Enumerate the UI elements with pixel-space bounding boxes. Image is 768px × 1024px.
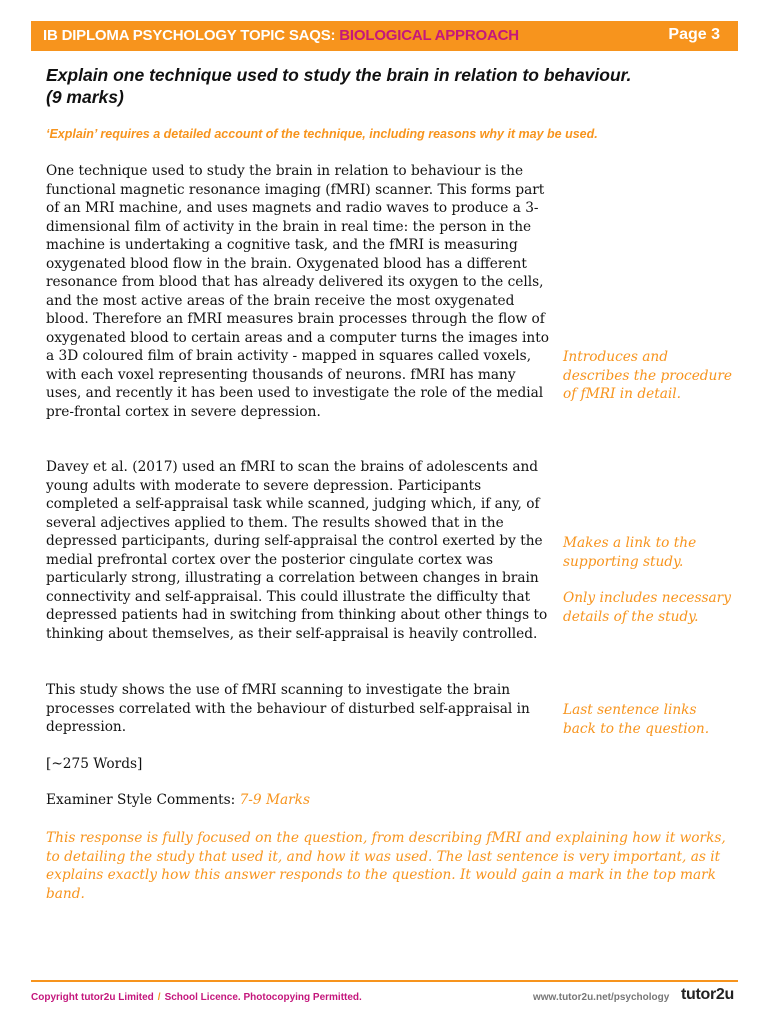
footer-url: www.tutor2u.net/psychology: [533, 992, 670, 1003]
question-text: Explain one technique used to study the brain in relation to behaviour.: [46, 65, 632, 85]
examiner-label: Examiner Style Comments:: [46, 792, 240, 808]
licence-text: School Licence. Photocopying Permitted.: [164, 992, 362, 1003]
answer-paragraph-3: This study shows the use of fMRI scanning to investigate the brain processes correlated with the behaviour of disturbed self-appraisal in depression.: [46, 682, 530, 735]
header-title-prefix: IB DIPLOMA PSYCHOLOGY TOPIC SAQS:: [43, 27, 340, 44]
page-number: Page 3: [668, 26, 720, 43]
answer-paragraph-1: One technique used to study the brain in relation to behaviour is the functional magnetic resonance imaging (fMRI) scanner. This forms part of an MRI machine, and uses magnets and radio waves to produce a 3-dimensional film of activity in the brain in real time: the person in the machine is undertaking a cognitive task, and the fMRI is measuring oxygenated blood flow in the brain. Oxygenated blood has a different resonance from blood that has already delivered its oxygen to the cells, and the most active areas of the brain receive the most oxygenated blood. Therefore an fMRI measures brain processes through the flow of oxygenated blood to certain areas and a computer turns the images into a 3D coloured film of brain activity - mapped in squares called voxels, with each voxel representing thousands of neurons. fMRI has many uses, and recently it has been used to investigate the role of the medial pre-frontal cortex in severe depression.: [46, 163, 549, 420]
margin-comment-4: Last sentence links back to the question.: [563, 702, 710, 737]
copyright-text: Copyright tutor2u Limited: [31, 992, 154, 1003]
explain-note: ‘Explain’ requires a detailed account of the technique, including reasons why it may be used.: [46, 127, 598, 141]
header-title: [43, 27, 519, 44]
tutor2u-logo: tutor2u: [681, 986, 735, 1003]
margin-comment-1: Introduces and describes the procedure of fMRI in detail.: [563, 349, 733, 402]
header-title-topic: BIOLOGICAL APPROACH: [339, 27, 519, 44]
footer-copyright: [31, 992, 362, 1003]
margin-comment-3: Only includes necessary details of the study.: [563, 590, 731, 625]
question-heading: [46, 64, 726, 108]
question-marks: (9 marks): [46, 87, 124, 107]
margin-comment-2: Makes a link to the supporting study.: [563, 535, 697, 570]
footer-separator: /: [157, 992, 161, 1003]
examiner-summary: This response is fully focused on the question, from describing fMRI and explaining how it works, to detailing the study that used it, and how it was used. The last sentence is very important, as it explains exactly how this answer responds to the question. It would gain a mark in the top mark band.: [46, 830, 726, 902]
word-count: [~275 Words]: [46, 756, 143, 772]
page-header: [31, 21, 738, 51]
examiner-marks: 7-9 Marks: [239, 792, 310, 808]
footer-divider: [31, 980, 738, 982]
answer-paragraph-2: Davey et al. (2017) used an fMRI to scan the brains of adolescents and young adults with moderate to severe depression. Participants completed a self-appraisal task while scanned, judging which, if any, of several adjectives applied to them. The results showed that in the depressed participants, during self-appraisal the control exerted by the medial prefrontal cortex over the posterior cingulate cortex was particularly strong, illustrating a correlation between changes in brain connectivity and self-appraisal. This could illustrate the difficulty that depressed patients had in switching from thinking about other things to thinking about themselves, as their self-appraisal is heavily controlled.: [46, 459, 548, 642]
examiner-comments: [46, 792, 310, 808]
